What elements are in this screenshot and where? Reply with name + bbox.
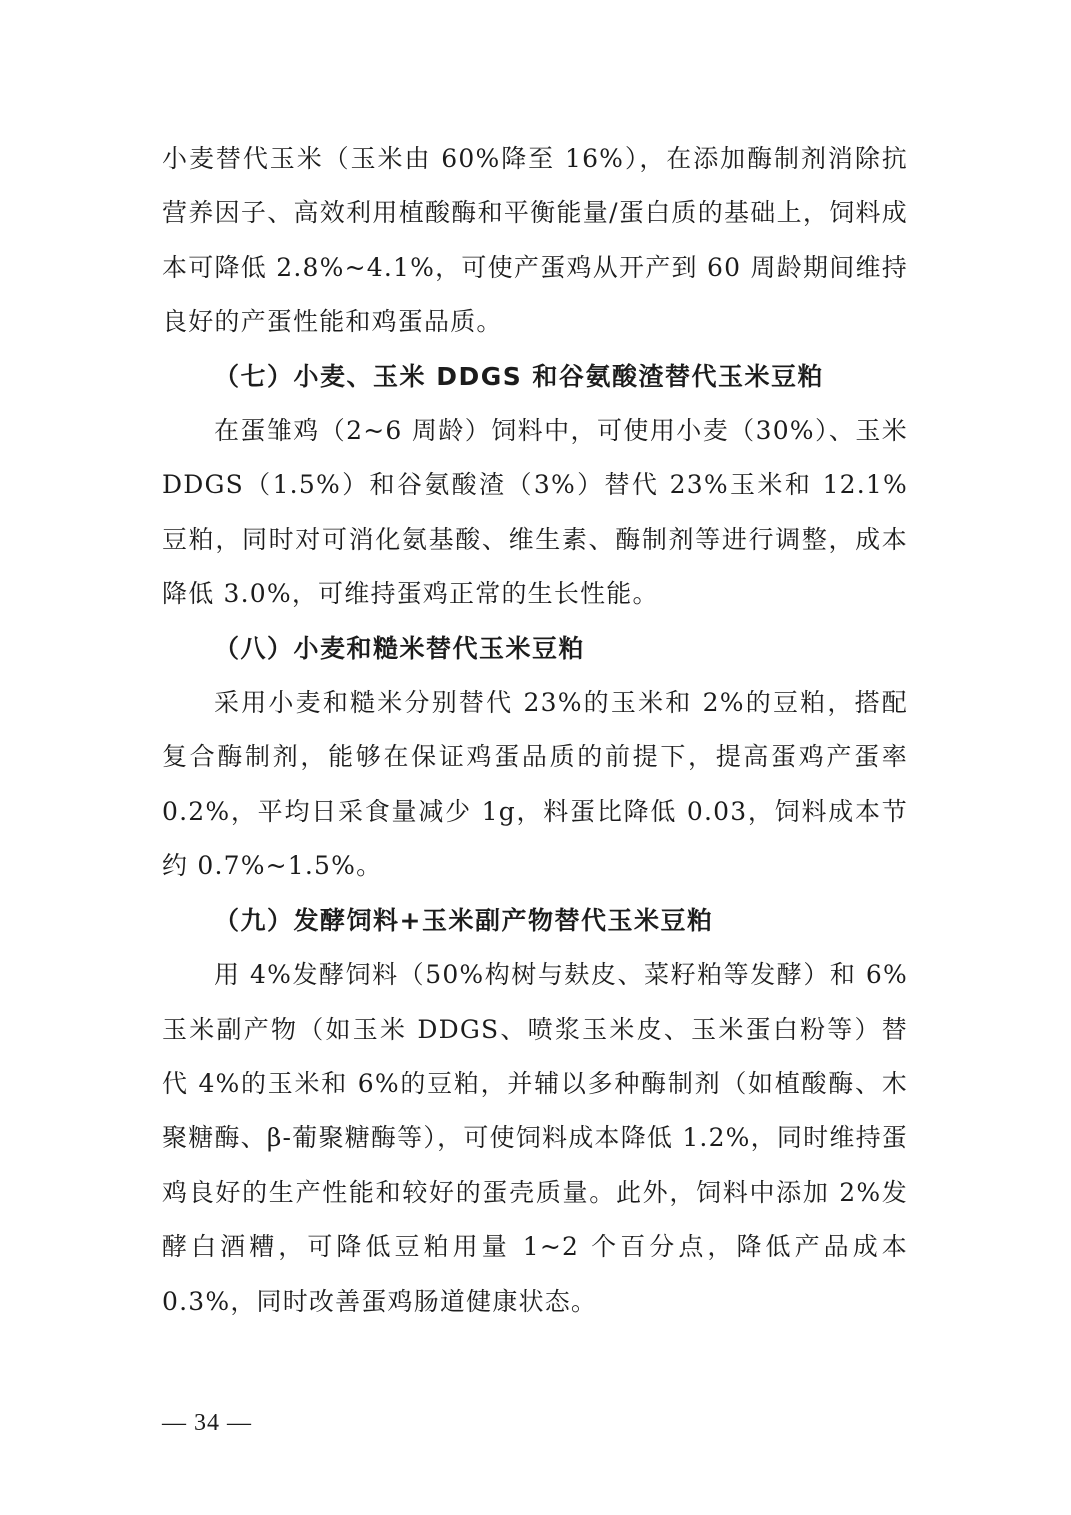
paragraph-section-8: 采用小麦和糙米分别替代 23%的玉米和 2%的豆粕，搭配复合酶制剂，能够在保证鸡蛋品质的前提下，提高蛋鸡产蛋率 0.2%，平均日采食量减少 1g，料蛋比降低 0.03，饲料成本节约 0.7%~1.5%。 bbox=[162, 688, 908, 881]
page-number: — 34 — bbox=[162, 1410, 252, 1436]
document-body bbox=[162, 132, 908, 1329]
paragraph-wheat-replacing-corn: 小麦替代玉米（玉米由 60%降至 16%），在添加酶制剂消除抗营养因子、高效利用植酸酶和平衡能量/蛋白质的基础上，饲料成本可降低 2.8%~4.1%，可使产蛋鸡从开产到 60 周龄期间维持良好的产蛋性能和鸡蛋品质。 bbox=[162, 144, 908, 337]
paragraph-section-9: 用 4%发酵饲料（50%构树与麸皮、菜籽粕等发酵）和 6%玉米副产物（如玉米 DDGS、喷浆玉米皮、玉米蛋白粉等）替代 4%的玉米和 6%的豆粕，并辅以多种酶制剂（如植酸酶、木聚糖酶、β-葡聚糖酶等），可使饲料成本降低 1.2%，同时维持蛋鸡良好的生产性能和较好的蛋壳质量。此外，饲料中添加 2%发酵白酒糟，可降低豆粕用量 1~2 个百分点，降低产品成本 0.3%，同时改善蛋鸡肠道健康状态。 bbox=[162, 960, 908, 1316]
section-heading-7: （七）小麦、玉米 DDGS 和谷氨酸渣替代玉米豆粕 bbox=[214, 361, 824, 391]
section-heading-8: （八）小麦和糙米替代玉米豆粕 bbox=[214, 633, 586, 663]
paragraph-section-7: 在蛋雏鸡（2~6 周龄）饲料中，可使用小麦（30%）、玉米 DDGS（1.5%）和谷氨酸渣（3%）替代 23%玉米和 12.1%豆粕，同时对可消化氨基酸、维生素、酶制剂等进行调整，成本降低 3.0%，可维持蛋鸡正常的生长性能。 bbox=[162, 416, 908, 609]
section-heading-9: （九）发酵饲料+玉米副产物替代玉米豆粕 bbox=[214, 905, 714, 935]
